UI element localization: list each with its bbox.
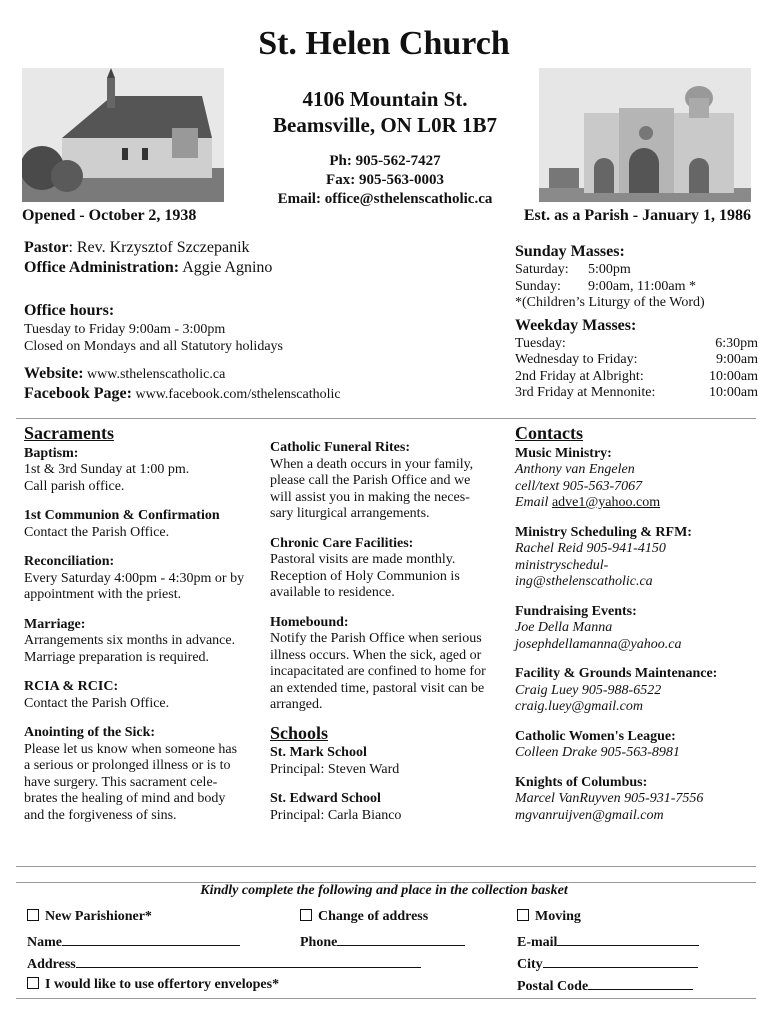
mass-row: [515, 336, 758, 353]
mass-day: 3rd Friday at Mennonite:: [515, 385, 656, 400]
contact-heading: Fundraising Events:: [515, 603, 637, 619]
service-text: Reception of Holy Communion is: [270, 568, 460, 584]
phone-field[interactable]: [300, 933, 465, 951]
moving-checkbox[interactable]: [517, 909, 581, 925]
sacrament-text: and the forgiveness of sins.: [24, 807, 177, 823]
sacrament-anointing: [24, 725, 264, 824]
website-link[interactable]: www.sthelenscatholic.ca: [83, 367, 226, 382]
field-label: Address: [27, 957, 76, 972]
sacrament-heading: Baptism:: [24, 445, 79, 461]
checkbox-icon: [27, 909, 39, 921]
sacrament-text: Call parish office.: [24, 478, 125, 494]
sacrament-text: brates the healing of mind and body: [24, 791, 226, 806]
mass-day: Saturday:: [515, 262, 569, 277]
name-field[interactable]: [27, 933, 240, 951]
checkbox-label: Change of address: [318, 909, 429, 924]
checkbox-label: New Parishioner*: [45, 909, 152, 924]
fax-number: Fax: 905-563-0003: [326, 172, 444, 188]
address-line-1: 4106 Mountain St.: [302, 87, 468, 111]
services-column: [270, 440, 510, 837]
service-text: Pastoral visits are made monthly.: [270, 552, 456, 567]
field-label: Name: [27, 935, 62, 950]
service-text: illness occurs. When the sick, aged or: [270, 647, 482, 663]
contacts-column: [515, 425, 760, 837]
contact-text: Anthony van Engelen: [515, 462, 635, 477]
established-date: Est. as a Parish - January 1, 1986: [523, 207, 751, 224]
schools-title: Schools: [270, 722, 329, 743]
city-field[interactable]: [517, 955, 698, 973]
divider: [16, 418, 756, 419]
phone-number: Ph: 905-562-7427: [329, 153, 441, 169]
sacrament-text: have surgery. This sacrament cele-: [24, 774, 218, 790]
contact-email-link[interactable]: adve1@yahoo.com: [551, 495, 661, 510]
service-heading: Catholic Funeral Rites:: [270, 440, 410, 455]
contact-text: Joe Della Manna: [515, 620, 613, 635]
contacts-title: Contacts: [515, 423, 583, 443]
contact-text: craig.luey@gmail.com: [515, 699, 643, 714]
old-church-photo: [22, 68, 224, 202]
contact-text: mgvanruijven@gmail.com: [515, 807, 664, 823]
mass-times: [515, 242, 758, 402]
contact-fundraising: [515, 604, 760, 654]
weekday-masses-title: Weekday Masses:: [515, 316, 637, 334]
sacrament-reconciliation: [24, 554, 264, 604]
field-line: [588, 977, 693, 990]
service-text: sary liturgical arrangements.: [270, 506, 430, 521]
contact-text: Rachel Reid 905-941-4150: [515, 541, 666, 556]
sacrament-heading: RCIA & RCIC:: [24, 679, 119, 694]
mass-day: Tuesday:: [515, 335, 566, 351]
homebound: [270, 615, 510, 714]
sacraments-title: Sacraments: [24, 423, 114, 443]
new-church-photo: [539, 68, 751, 202]
contact-scheduling: [515, 525, 760, 591]
contact-heading: Facility & Grounds Maintenance:: [515, 666, 718, 681]
sacrament-text: Every Saturday 4:00pm - 4:30pm or by: [24, 570, 245, 586]
pastor-name: : Rev. Krzysztof Szczepanik: [68, 239, 250, 256]
office-hours: [24, 301, 494, 355]
mass-row: [515, 352, 758, 369]
school-st-edward: [270, 791, 510, 824]
divider: [16, 998, 756, 999]
service-text: arranged.: [270, 697, 323, 712]
website-label: Website:: [24, 365, 84, 382]
sacraments-column: [24, 425, 264, 837]
sunday-masses-title: Sunday Masses:: [515, 243, 625, 260]
sacrament-heading: Marriage:: [24, 616, 86, 632]
mass-row: [515, 369, 758, 386]
field-label: E-mail: [517, 935, 558, 950]
field-label: Phone: [300, 935, 338, 950]
opened-date: Opened - October 2, 1938: [22, 207, 197, 224]
field-line: [76, 955, 421, 968]
mass-row: [515, 385, 758, 402]
service-text: Notify the Parish Office when serious: [270, 631, 482, 646]
mass-day: 2nd Friday at Albright:: [515, 368, 644, 384]
school-name: St. Mark School: [270, 745, 367, 760]
change-address-checkbox[interactable]: [300, 909, 428, 925]
school-principal: Principal: Carla Bianco: [270, 807, 402, 823]
sacrament-text: Marriage preparation is required.: [24, 649, 210, 665]
admin-label: Office Administration:: [24, 259, 180, 276]
service-text: incapacitated are confined to home for: [270, 664, 486, 679]
email-address: Email: office@sthelenscatholic.ca: [277, 191, 493, 207]
contact-heading: Knights of Columbus:: [515, 774, 648, 790]
mass-time: 10:00am: [709, 368, 758, 384]
mass-row: [515, 262, 758, 279]
school-st-mark: [270, 745, 510, 778]
sacrament-text: a serious or prolonged illness or is to: [24, 758, 231, 773]
sacrament-heading: Anointing of the Sick:: [24, 725, 156, 740]
service-heading: Chronic Care Facilities:: [270, 535, 414, 551]
sacrament-baptism: [24, 446, 264, 496]
envelopes-checkbox[interactable]: [27, 977, 279, 993]
mass-time: 6:30pm: [715, 335, 758, 351]
school-name: St. Edward School: [270, 791, 381, 806]
contact-text: ministryschedul-: [515, 557, 609, 573]
contact-heading: Ministry Scheduling & RFM:: [515, 524, 692, 540]
new-parishioner-checkbox[interactable]: [27, 909, 152, 925]
email-field[interactable]: [517, 933, 699, 951]
contact-heading: Music Ministry:: [515, 445, 612, 461]
contact-facility: [515, 666, 760, 716]
school-principal: Principal: Steven Ward: [270, 761, 400, 777]
mass-day: Wednesday to Friday:: [515, 352, 638, 367]
contact-text: Craig Luey 905-988-6522: [515, 682, 662, 698]
contact-text: Colleen Drake 905-563-8981: [515, 745, 680, 760]
staff-info: [24, 238, 494, 278]
sacrament-heading: Reconciliation:: [24, 554, 115, 569]
contact-text: josephdellamanna@yahoo.ca: [515, 636, 682, 652]
field-label: Postal Code: [517, 979, 589, 994]
hours-line-1: Tuesday to Friday 9:00am - 3:00pm: [24, 322, 226, 337]
sacrament-heading: 1st Communion & Confirmation: [24, 508, 220, 523]
mass-day: Sunday:: [515, 278, 561, 294]
sacrament-text: Please let us know when someone has: [24, 741, 238, 757]
field-line: [62, 933, 240, 946]
mass-time: 9:00am: [716, 352, 758, 367]
sacrament-text: appointment with the priest.: [24, 587, 182, 602]
web-links: [24, 364, 504, 404]
church-name: St. Helen Church: [258, 25, 510, 62]
mass-time: 5:00pm: [588, 262, 631, 277]
service-text: will assist you in making the neces-: [270, 489, 470, 505]
contact-email-label: Email: [515, 495, 552, 510]
mass-time: 10:00am: [709, 385, 758, 400]
form-instruction: Kindly complete the following and place in the collection basket: [200, 883, 568, 898]
sacrament-text: Contact the Parish Office.: [24, 695, 170, 711]
field-line: [543, 955, 698, 968]
sacrament-text: Contact the Parish Office.: [24, 524, 170, 540]
funeral-rites: [270, 440, 510, 523]
sacrament-communion: [24, 508, 264, 541]
mass-row: [515, 279, 758, 296]
sacrament-text: Arrangements six months in advance.: [24, 633, 236, 648]
hours-line-2: Closed on Mondays and all Statutory holidays: [24, 339, 283, 354]
divider: [16, 866, 756, 867]
contact-text: ing@sthelenscatholic.ca: [515, 574, 653, 589]
service-text: an extended time, pastoral visit can be: [270, 680, 485, 696]
service-text: please call the Parish Office and we: [270, 473, 471, 488]
postal-code-field[interactable]: [517, 977, 693, 995]
contact-heading: Catholic Women's League:: [515, 728, 676, 744]
hours-label: Office hours:: [24, 302, 115, 319]
facebook-label: Facebook Page:: [24, 385, 132, 402]
admin-name: Aggie Agnino: [179, 259, 273, 276]
service-text: available to residence.: [270, 585, 395, 600]
sacrament-marriage: [24, 617, 264, 667]
checkbox-icon: [27, 977, 39, 989]
chronic-care: [270, 536, 510, 602]
contact-cwl: [515, 729, 760, 762]
address-line-2: Beamsville, ON L0R 1B7: [273, 113, 497, 137]
field-label: City: [517, 957, 543, 972]
field-line: [557, 933, 699, 946]
contact-text: cell/text 905-563-7067: [515, 478, 643, 494]
pastor-label: Pastor: [24, 239, 69, 256]
contact-knights: [515, 775, 760, 825]
sacrament-text: 1st & 3rd Sunday at 1:00 pm.: [24, 462, 190, 477]
field-line: [337, 933, 465, 946]
address-field[interactable]: [27, 955, 421, 973]
service-text: When a death occurs in your family,: [270, 456, 474, 472]
checkbox-label: I would like to use offertory envelopes*: [45, 977, 280, 992]
mass-time: 9:00am, 11:00am *: [588, 278, 696, 294]
checkbox-icon: [517, 909, 529, 921]
checkbox-icon: [300, 909, 312, 921]
contact-text: Marcel VanRuyven 905-931-7556: [515, 791, 704, 806]
facebook-link[interactable]: www.facebook.com/sthelenscatholic: [131, 387, 341, 402]
sacrament-rcia: [24, 679, 264, 712]
checkbox-label: Moving: [535, 909, 581, 924]
sunday-note: *(Children’s Liturgy of the Word): [515, 295, 705, 310]
service-heading: Homebound:: [270, 614, 349, 630]
contact-music: [515, 446, 760, 512]
